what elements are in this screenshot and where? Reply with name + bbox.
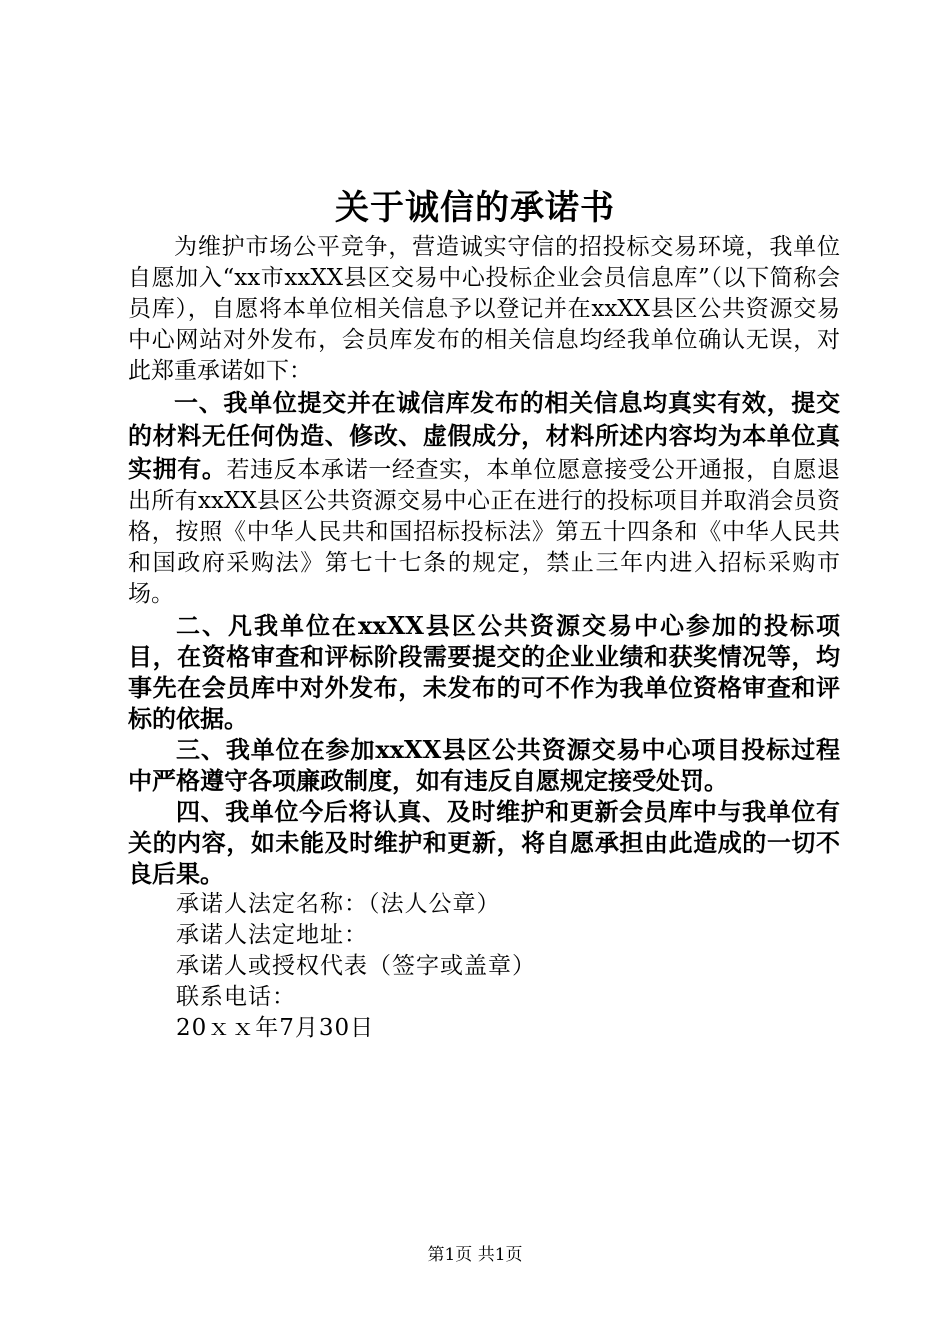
commitment-item-1-bold: 一、我单位提交并在诚信库发布的相关信息均真实有效，提交的材料无任何伪造、修改、虚假成分，材料所述内容均为本单位真实拥有。	[128, 388, 840, 483]
signature-date: 20ｘｘ年7月30日	[176, 1015, 375, 1041]
document-body	[128, 232, 840, 1044]
commitment-item-2: 二、凡我单位在xxXX县区公共资源交易中心参加的投标项目，在资格审查和评标阶段需要提交的企业业绩和获奖情况等，均事先在会员库中对外发布，未发布的可不作为我单位资格审查和评标的依据。	[128, 611, 840, 733]
signature-phone: 联系电话：	[176, 984, 296, 1010]
signature-legal-address: 承诺人法定地址：	[176, 922, 368, 948]
signature-representative: 承诺人或授权代表（签字或盖章）	[176, 953, 536, 979]
intro-paragraph: 为维护市场公平竞争，营造诚实守信的招投标交易环境，我单位自愿加入“xx市xxXX县区交易中心投标企业会员信息库”（以下简称会员库），自愿将本单位相关信息予以登记并在xxXX县区公共资源交易中心网站对外发布，会员库发布的相关信息均经我单位确认无误，对此郑重承诺如下：	[128, 234, 840, 384]
signature-legal-name: 承诺人法定名称：（法人公章）	[176, 891, 501, 917]
commitment-item-1-rest: 若违反本承诺一经查实，本单位愿意接受公开通报，自愿退出所有xxXX县区公共资源交易中心正在进行的投标项目并取消会员资格，按照《中华人民共和国招标投标法》第五十四条和《中华人民共和国政府采购法》第七十七条的规定，禁止三年内进入招标采购市场。	[128, 457, 841, 607]
commitment-item-4: 四、我单位今后将认真、及时维护和更新会员库中与我单位有关的内容，如未能及时维护和更新，将自愿承担由此造成的一切不良后果。	[128, 797, 840, 888]
page-footer: 第1页 共1页	[427, 1245, 523, 1265]
commitment-item-3: 三、我单位在参加xxXX县区公共资源交易中心项目投标过程中严格遵守各项廉政制度，如有违反自愿规定接受处罚。	[128, 735, 840, 795]
document-title: 关于诚信的承诺书	[335, 188, 615, 228]
commitment-item-1	[128, 387, 840, 610]
